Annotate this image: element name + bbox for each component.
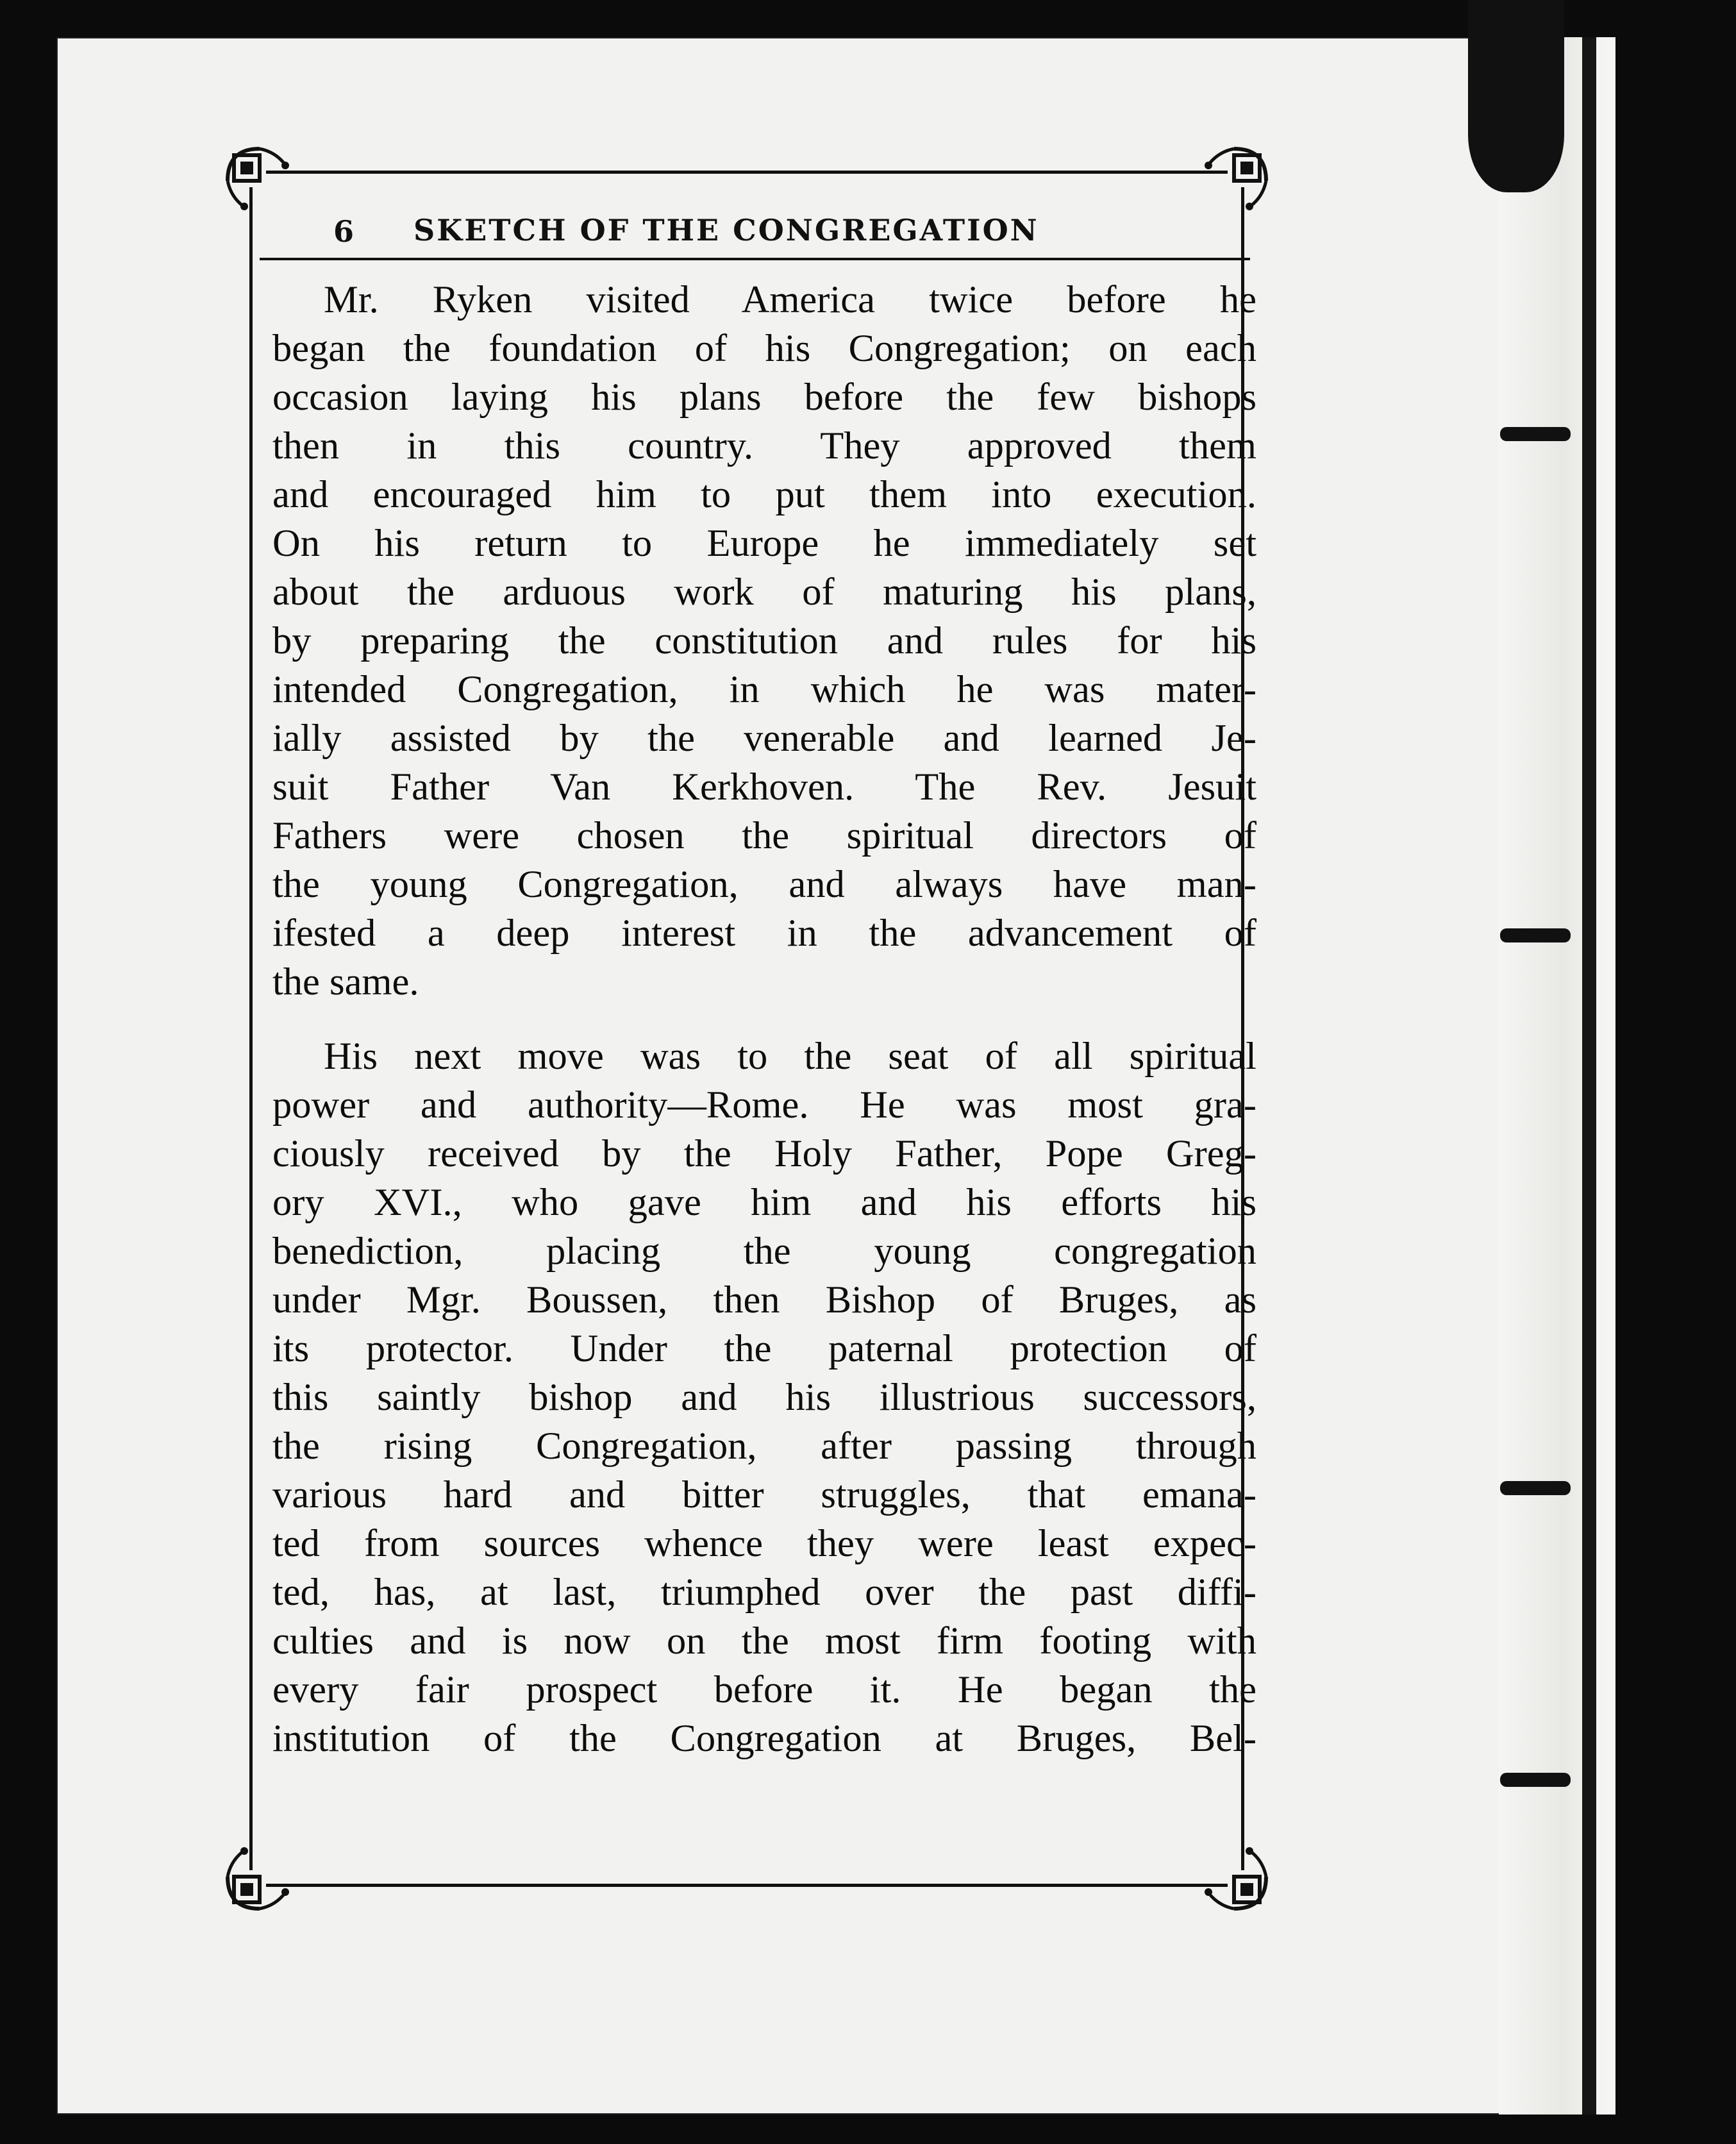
text-line: the same. bbox=[272, 960, 419, 1003]
ornamental-corner-icon bbox=[1196, 1838, 1273, 1915]
text-line: culties and is now on the most firm footing with bbox=[272, 1620, 1256, 1662]
binding-tape bbox=[1468, 0, 1564, 192]
border-top bbox=[266, 171, 1228, 174]
text-line: ted, has, at last, triumphed over the past diffi- bbox=[272, 1571, 1256, 1614]
text-line: about the arduous work of maturing his plans, bbox=[272, 571, 1256, 614]
text-line: ifested a deep interest in the advancement of bbox=[272, 912, 1256, 955]
text-line: the rising Congregation, after passing through bbox=[272, 1425, 1256, 1468]
text-line: began the foundation of his Congregation; on each bbox=[272, 327, 1256, 370]
text-line: under Mgr. Boussen, then Bishop of Bruges, as bbox=[272, 1278, 1256, 1321]
running-title: SKETCH OF THE CONGREGATION bbox=[413, 213, 1039, 247]
running-header bbox=[327, 188, 1250, 249]
text-line: then in this country. They approved them bbox=[272, 424, 1256, 467]
page-gutter bbox=[1499, 37, 1615, 2115]
text-line: ciously received by the Holy Father, Pope Greg- bbox=[272, 1132, 1256, 1175]
text-line: and encouraged him to put them into execution. bbox=[272, 473, 1256, 516]
border-bottom bbox=[266, 1884, 1228, 1887]
text-line: ory XVI., who gave him and his efforts his bbox=[272, 1181, 1256, 1224]
text-line: power and authority—Rome. He was most gra- bbox=[272, 1084, 1256, 1126]
text-line: this saintly bishop and his illustrious successors, bbox=[272, 1376, 1256, 1419]
text-line: institution of the Congregation at Bruges, Bel- bbox=[272, 1717, 1256, 1760]
body-text bbox=[272, 276, 1256, 1763]
page-number: 6 bbox=[333, 214, 355, 249]
text-line: ially assisted by the venerable and learned Je- bbox=[272, 717, 1256, 760]
text-line: the young Congregation, and always have man- bbox=[272, 863, 1256, 906]
text-line: by preparing the constitution and rules for his bbox=[272, 619, 1256, 662]
binding-stitch bbox=[1500, 1481, 1571, 1495]
binding-stitch bbox=[1500, 427, 1571, 441]
binding-stitch bbox=[1500, 928, 1571, 942]
text-line: ted from sources whence they were least expec- bbox=[272, 1522, 1256, 1565]
text-line: Fathers were chosen the spiritual directors of bbox=[272, 814, 1256, 857]
text-line: occasion laying his plans before the few bishops bbox=[272, 376, 1256, 419]
text-line: His next move was to the seat of all spiritual bbox=[324, 1035, 1256, 1078]
paragraph bbox=[272, 276, 1256, 1007]
border-left bbox=[249, 187, 253, 1870]
text-line: benediction, placing the young congregation bbox=[272, 1230, 1256, 1273]
text-line: various hard and bitter struggles, that emana- bbox=[272, 1473, 1256, 1516]
binding-spine bbox=[1582, 37, 1596, 2115]
text-line: intended Congregation, in which he was mater- bbox=[272, 668, 1256, 711]
ornamental-corner-icon bbox=[221, 142, 298, 219]
text-line: Mr. Ryken visited America twice before he bbox=[324, 278, 1256, 321]
paragraph bbox=[272, 1032, 1256, 1763]
text-line: every fair prospect before it. He began the bbox=[272, 1668, 1256, 1711]
text-line: suit Father Van Kerkhoven. The Rev. Jesuit bbox=[272, 766, 1256, 808]
paragraph-gap bbox=[272, 1007, 1256, 1032]
text-line: On his return to Europe he immediately set bbox=[272, 522, 1256, 565]
header-rule bbox=[260, 258, 1250, 260]
text-line: its protector. Under the paternal protection of bbox=[272, 1327, 1256, 1370]
binding-stitch bbox=[1500, 1773, 1571, 1787]
ornamental-corner-icon bbox=[221, 1838, 298, 1915]
